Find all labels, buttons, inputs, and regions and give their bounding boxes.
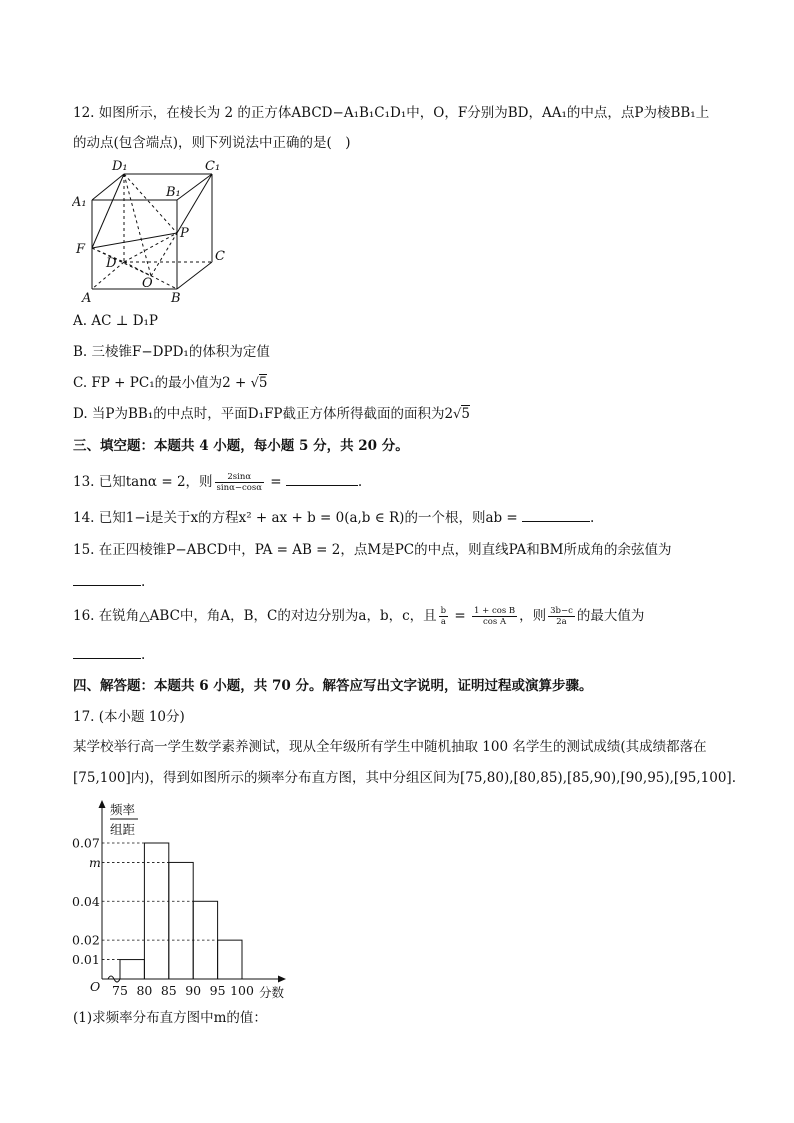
q17-header: 17. (本小题 10分) — [73, 709, 185, 725]
y-tick-label-4: 0.01 — [72, 952, 100, 968]
q13: 13. 已知tanα = 2，则 $\frac{2\sin\alpha}{\sin\alpha-\cos\alpha}$ = . — [73, 472, 363, 493]
q15: 15. 在正四棱锥P−ABCD中，PA = AB = 2，点M是PC的中点，则直线PA和BM所成角的余弦值为 — [73, 542, 672, 558]
x-axis-label: 分数 — [259, 985, 285, 1000]
y-tick-label-0: 0.07 — [72, 835, 100, 851]
y-tick-label-1: m — [89, 854, 101, 870]
x-tick-label-0: 75 — [112, 983, 128, 998]
cube-figure — [72, 156, 232, 306]
label-c1: C₁ — [205, 159, 221, 174]
label-f: F — [76, 242, 86, 257]
label-d1: D₁ — [112, 159, 128, 174]
q12-option-a: A. AC ⊥ D₁P — [73, 313, 159, 329]
label-o: O — [142, 276, 153, 291]
q14: 14. 已知1−i是关于x的方程x² + ax + b = 0(a,b ∈ R)的一个根，则ab = . — [73, 510, 595, 526]
q17-part1: (1)求频率分布直方图中m的值： — [73, 1010, 267, 1026]
y-axis-label-top: 频率 — [110, 802, 136, 817]
q17-line1: 某学校举行高一学生数学素养测试，现从全年级所有学生中随机抽取 100 名学生的测试成绩(其成绩都落在 — [73, 739, 707, 755]
q17-line2: [75,100]内)，得到如图所示的频率分布直方图，其中分组区间为[75,80),[80,85),[85,90),[90,95),[95,100]. — [73, 770, 736, 786]
label-a: A — [82, 291, 92, 306]
q12-option-d: D. 当P为BB₁的中点时，平面D₁FP截正方体所得截面的面积为2√5 — [73, 406, 470, 422]
y-tick-label-2: 0.04 — [72, 893, 100, 909]
frequency-histogram — [70, 796, 300, 1004]
x-tick-label-3: 90 — [185, 983, 202, 998]
label-p: P — [180, 226, 189, 241]
x-axis-arrow — [278, 976, 286, 983]
bar-1 — [144, 843, 168, 979]
section-4-heading: 四、解答题：本题共 6 小题，共 70 分。解答应写出文字说明，证明过程或演算步骤。 — [73, 678, 593, 694]
x-tick-label-5: 100 — [230, 983, 254, 998]
label-d: D — [106, 256, 117, 271]
q12-stem-line2: 的动点(包含端点)，则下列说法中正确的是( ) — [73, 135, 351, 151]
label-a1: A₁ — [72, 195, 87, 210]
q12-stem-line1: 12. 如图所示，在棱长为 2 的正方体ABCD−A₁B₁C₁D₁中，O，F分别为BD，AA₁的中点，点P为棱BB₁上 — [73, 105, 710, 121]
q16-answer: . — [73, 645, 145, 665]
x-tick-label-1: 80 — [136, 983, 153, 998]
bar-2 — [169, 862, 193, 979]
section-3-heading: 三、填空题：本题共 4 小题，每小题 5 分，共 20 分。 — [73, 438, 409, 454]
bar-4 — [218, 940, 242, 979]
q16: 16. 在锐角△ABC中，角A，B，C的对边分别为a，b，c，且 $\frac{b}{a}$ = $\frac{\text{1 + cos B}}{\text{cos A}}$ ，则 $\frac{3b-c}{2a}$ 的最大值为 — [73, 606, 645, 627]
bar-0 — [120, 960, 144, 979]
label-b1: B₁ — [166, 185, 181, 200]
y-axis-label-bottom: 组距 — [110, 822, 136, 837]
label-c: C — [215, 249, 225, 264]
origin-label: O — [90, 979, 101, 994]
q12-option-b: B. 三棱锥F−DPD₁的体积为定值 — [73, 344, 270, 360]
q15-answer: . — [73, 572, 145, 592]
x-tick-label-2: 85 — [160, 983, 177, 998]
y-axis-arrow — [99, 800, 106, 808]
label-b: B — [171, 291, 181, 306]
y-tick-label-3: 0.02 — [72, 932, 100, 948]
x-tick-label-4: 95 — [209, 983, 226, 998]
q12-option-c: C. FP + PC₁的最小值为2 + √5 — [73, 375, 268, 391]
